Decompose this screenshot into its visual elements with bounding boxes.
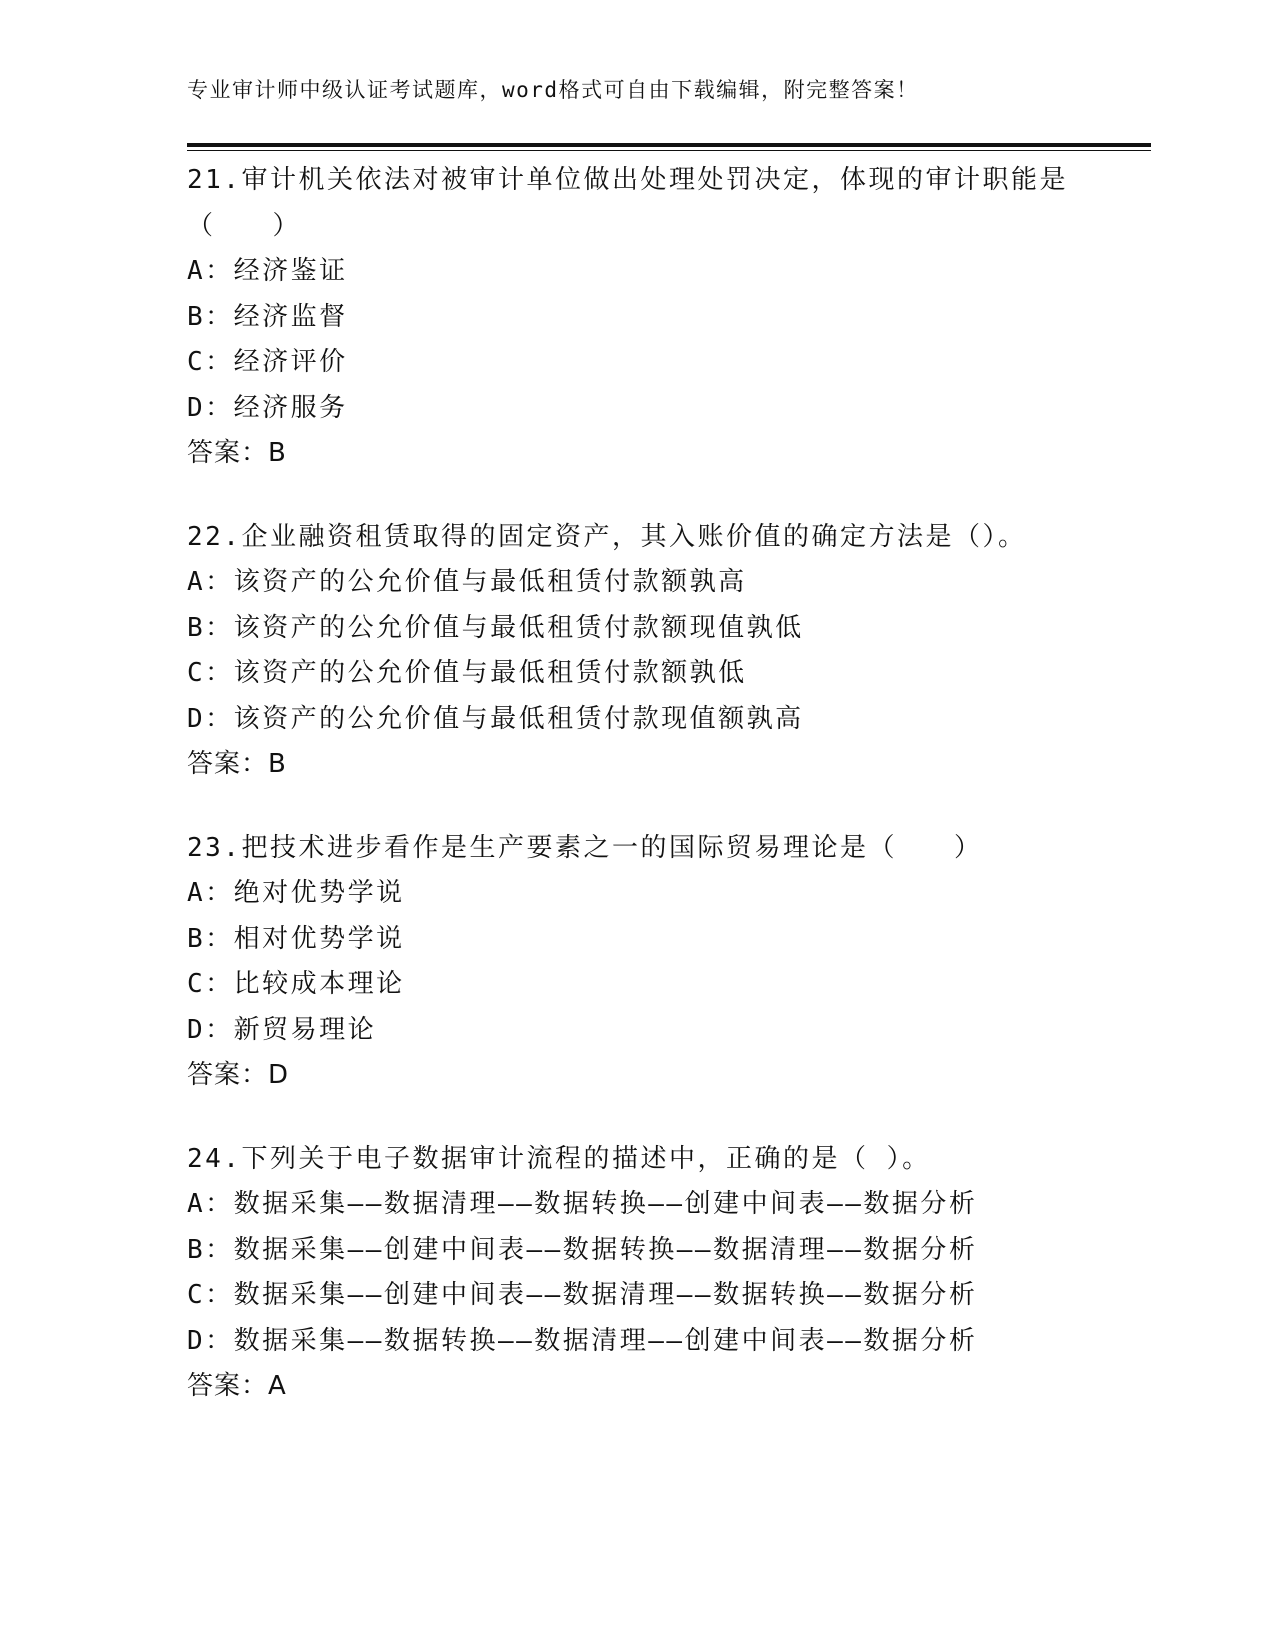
option-c: C：比较成本理论 xyxy=(187,969,405,999)
question-stem: 22.企业融资租赁取得的固定资产，其入账价值的确定方法是（）。 xyxy=(187,521,1027,552)
option-c: C：数据采集——创建中间表——数据清理——数据转换——数据分析 xyxy=(187,1280,978,1310)
option-d: D：经济服务 xyxy=(187,392,348,423)
answer-line: 答案：D xyxy=(187,1060,290,1090)
page-header: 专业审计师中级认证考试题库，word格式可自由下载编辑，附完整答案！ xyxy=(187,78,919,102)
question-list xyxy=(187,158,1117,1448)
option-a: A：绝对优势学说 xyxy=(187,878,405,908)
question-23 xyxy=(187,826,1117,1099)
question-21 xyxy=(187,158,1117,477)
option-a: A：经济鉴证 xyxy=(187,256,348,286)
answer-line: 答案：B xyxy=(187,438,287,468)
question-22 xyxy=(187,515,1117,788)
header-rule-thin xyxy=(187,150,1151,151)
option-a: A：该资产的公允价值与最低租赁付款额孰高 xyxy=(187,567,747,597)
question-24 xyxy=(187,1137,1117,1410)
header-rule-thick xyxy=(187,143,1151,147)
question-stem: 21.审计机关依法对被审计单位做出处理处罚决定，体现的审计职能是 xyxy=(187,165,1068,195)
option-b: B：数据采集——创建中间表——数据转换——数据清理——数据分析 xyxy=(187,1234,978,1265)
option-b: B：经济监督 xyxy=(187,301,348,332)
answer-line: 答案：A xyxy=(187,1371,287,1401)
option-a: A：数据采集——数据清理——数据转换——创建中间表——数据分析 xyxy=(187,1189,978,1219)
option-b: B：相对优势学说 xyxy=(187,923,405,954)
option-d: D：数据采集——数据转换——数据清理——创建中间表——数据分析 xyxy=(187,1325,978,1356)
option-d: D：新贸易理论 xyxy=(187,1014,377,1045)
option-c: C：该资产的公允价值与最低租赁付款额孰低 xyxy=(187,658,747,688)
answer-line: 答案：B xyxy=(187,749,287,779)
question-stem: 24.下列关于电子数据审计流程的描述中，正确的是（ ）。 xyxy=(187,1143,931,1174)
option-d: D：该资产的公允价值与最低租赁付款现值额孰高 xyxy=(187,703,804,734)
question-stem: 23.把技术进步看作是生产要素之一的国际贸易理论是（ ） xyxy=(187,832,983,863)
question-stem-continuation: （ ） xyxy=(187,210,302,241)
option-c: C：经济评价 xyxy=(187,347,348,377)
option-b: B：该资产的公允价值与最低租赁付款额现值孰低 xyxy=(187,612,804,643)
